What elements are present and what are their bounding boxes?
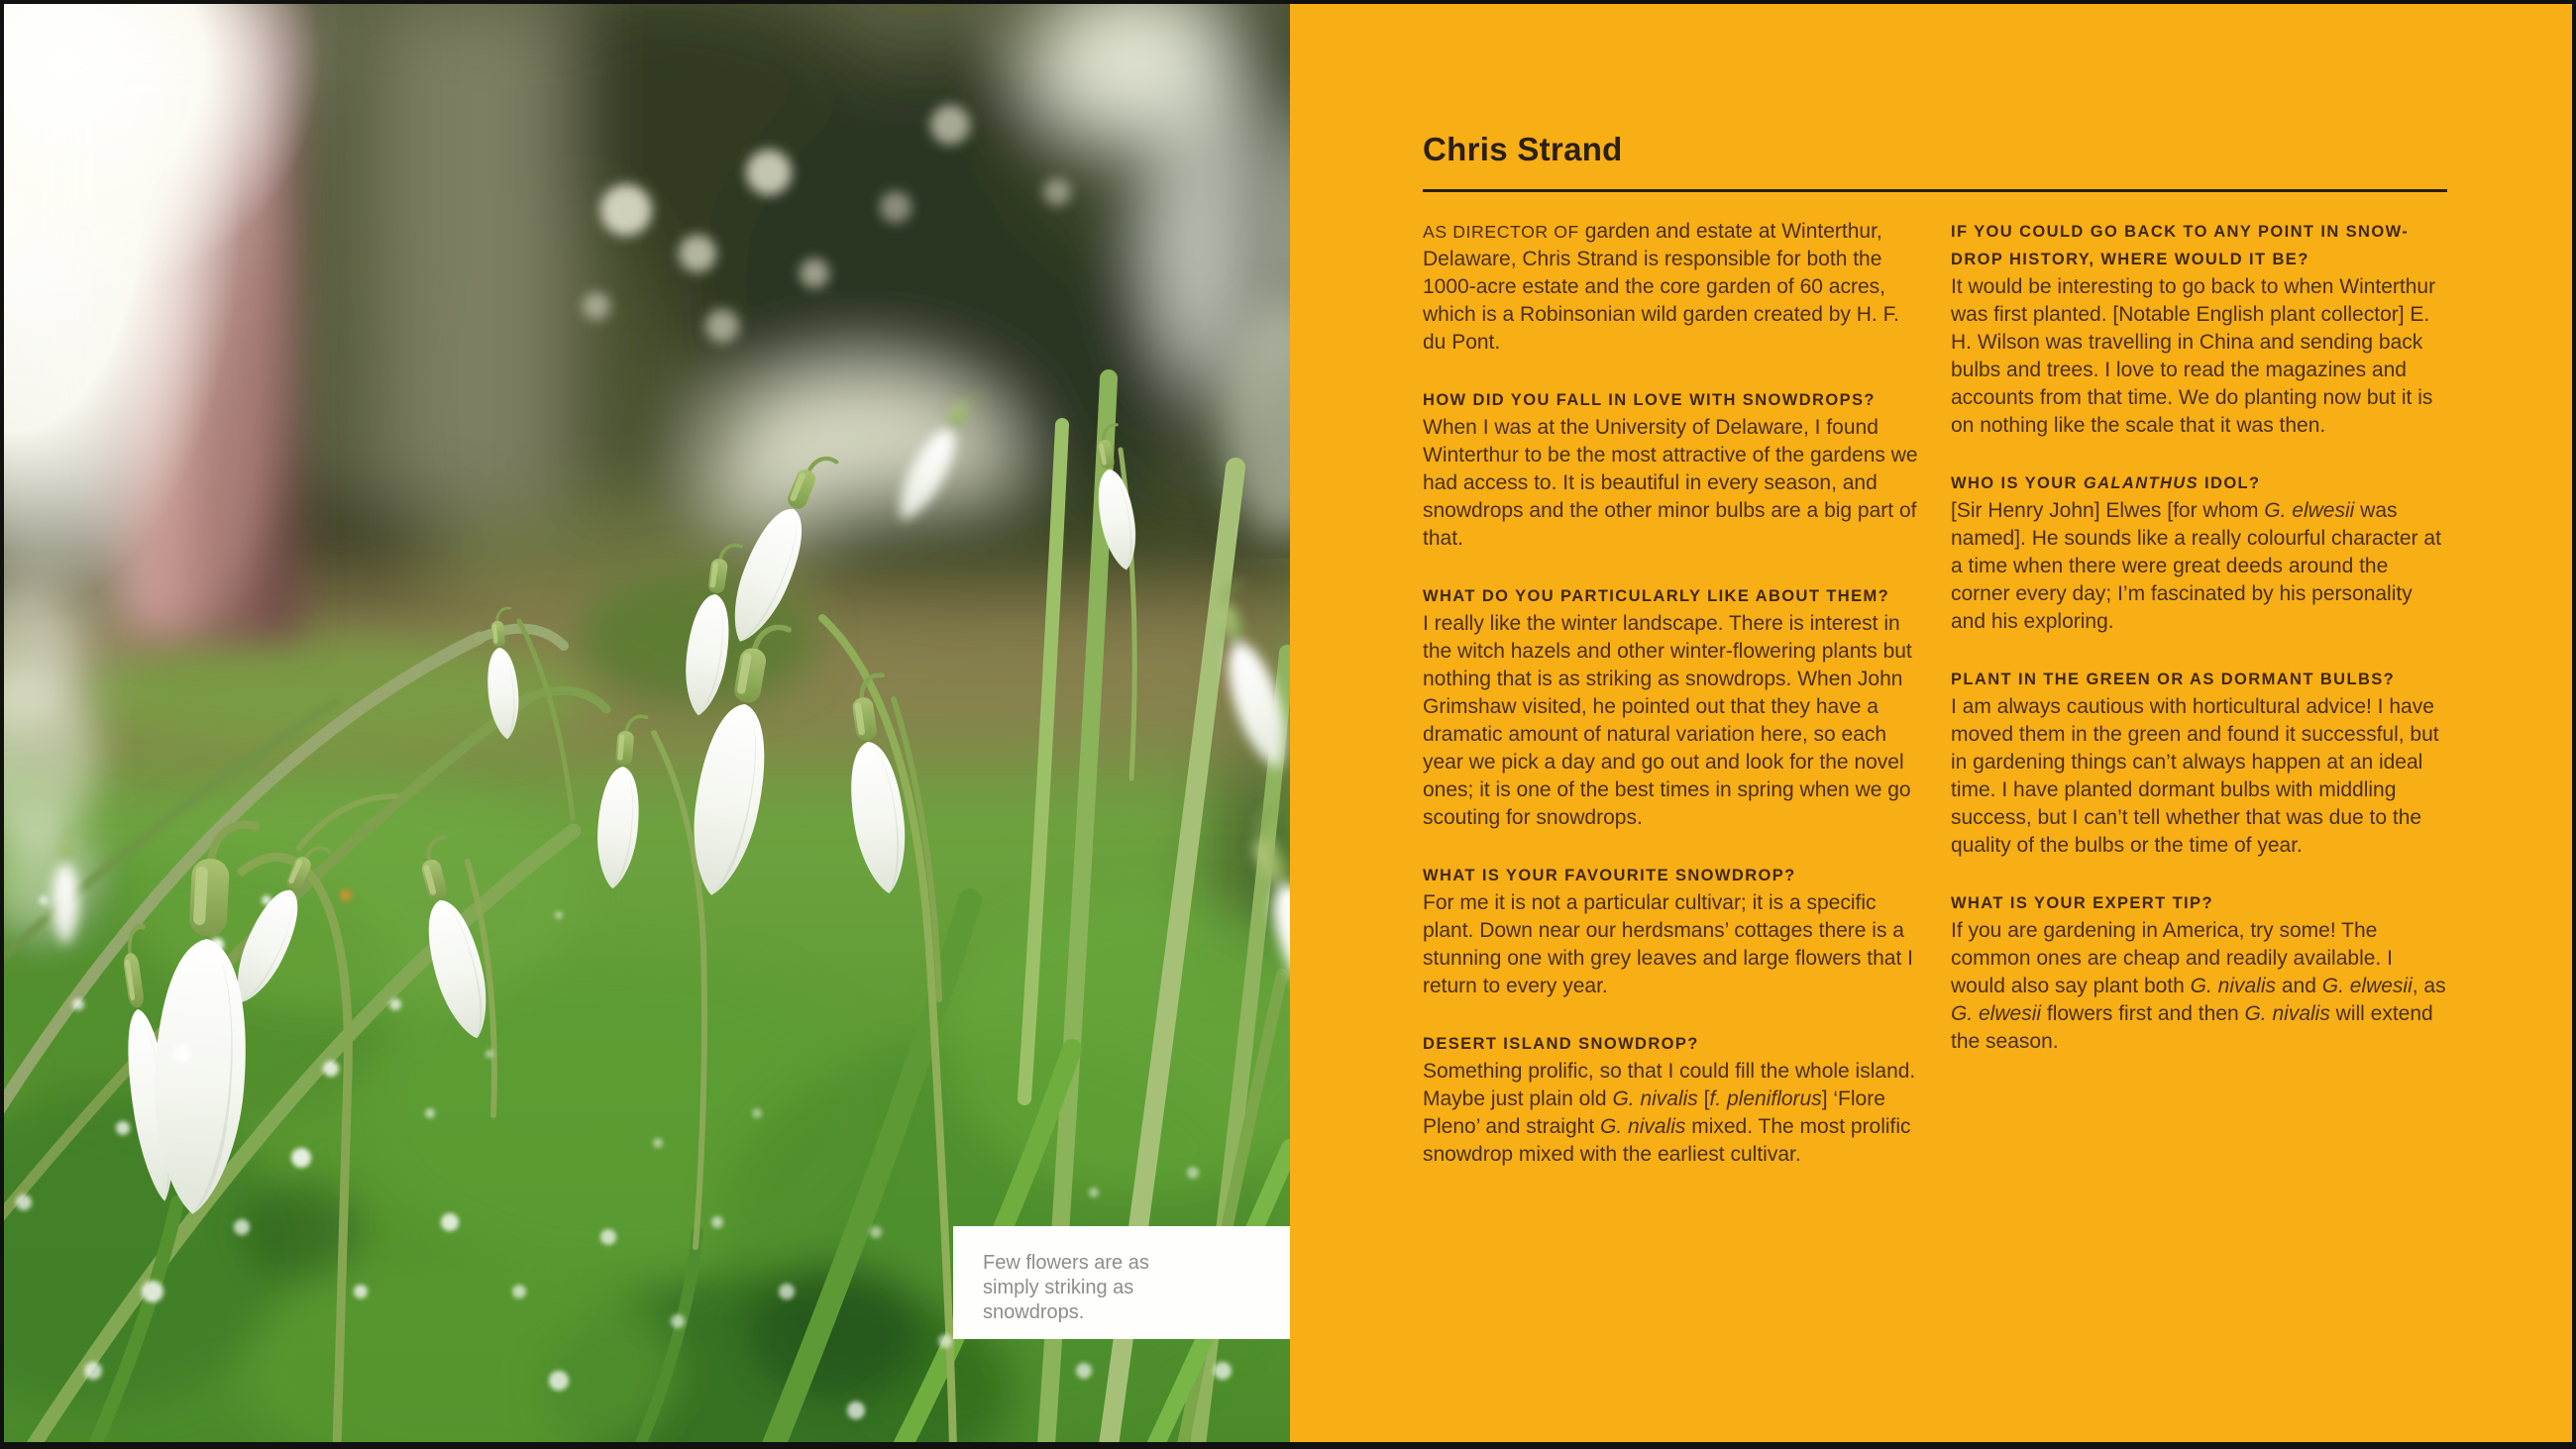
answer-text: If you are gardening in America, try some! The common ones are cheap and readily available. I would also say plant both G. nivalis and G. elwesii, as G. elwesii flowers first and then G. nivalis will extend the season. (1951, 918, 2446, 1053)
caption-line: simply striking as (983, 1277, 1134, 1298)
qa-block (1951, 666, 2447, 860)
text-columns (1423, 218, 2447, 1198)
question-heading: HOW DID YOU FALL IN LOVE WITH SNOWDROPS? (1423, 390, 1876, 409)
left-column (1423, 218, 1919, 1198)
question-heading: WHAT IS YOUR FAVOURITE SNOWDROP? (1423, 866, 1796, 884)
book-spread (4, 4, 2572, 1442)
answer-text: AS DIRECTOR OF garden and estate at Winterthur, Delaware, Chris Strand is responsible for both the 1000-acre estate and the core garden of 60 acres, which is a Robinsonian wild garden created by H. F. du Pont. (1423, 219, 1899, 354)
question-heading: IF YOU COULD GO BACK TO ANY POINT IN SNOW- DROP HISTORY, WHERE WOULD IT BE? (1951, 222, 2410, 268)
question-heading: PLANT IN THE GREEN OR AS DORMANT BULBS? (1951, 670, 2396, 688)
qa-block (1423, 862, 1919, 1000)
answer-text: I am always cautious with horticultural advice! I have moved them in the green and found it successful, but in gardening things can’t always happen at an ideal time. I have planted dormant bulbs with middling success, but I can’t tell whether that was due to the quality of the bulbs or the time of year. (1951, 694, 2439, 857)
qa-block (1951, 469, 2447, 636)
qa-block (1423, 582, 1919, 832)
caption-line: Few flowers are as (983, 1252, 1149, 1274)
answer-text: Something prolific, so that I could fill the whole island. Maybe just plain old G. nivalis [f. pleniflorus] ‘Flore Pleno’ and straight G. nivalis mixed. The most prolific snowdrop mixed with the earliest cultivar. (1423, 1059, 1916, 1166)
caption-line: snowdrops. (983, 1301, 1085, 1323)
answer-text: For me it is not a particular cultivar; it is a specific plant. Down near our herdsmans’ cottages there is a stunning one with grey leaves and large flowers that I return to every year. (1423, 890, 1913, 997)
question-heading: DESERT ISLAND SNOWDROP? (1423, 1034, 1699, 1053)
qa-block (1951, 218, 2447, 440)
qa-block (1951, 889, 2447, 1056)
right-column (1951, 218, 2447, 1198)
question-heading: WHAT DO YOU PARTICULARLY LIKE ABOUT THEM? (1423, 586, 1890, 605)
page-title: Chris Strand (1423, 131, 1623, 167)
question-heading: WHO IS YOUR GALANTHUS IDOL? (1951, 473, 2261, 492)
answer-text: When I was at the University of Delaware, I found Winterthur to be the most attractive of the gardens we had access to. It is beautiful in every season, and snowdrops and the other minor bulbs are a big part of that. (1423, 415, 1918, 550)
answer-text: I really like the winter landscape. There is interest in the witch hazels and other winter-flowering plants but nothing that is as striking as snowdrops. When John Grimshaw visited, he pointed out that they have a dramatic amount of natural variation here, so each year we pick a day and go out and look for the novel ones; it is one of the best times in spring when we go scouting for snowdrops. (1423, 611, 1912, 829)
snowdrops-photo (4, 4, 1290, 1442)
answer-text: It would be interesting to go back to when Winterthur was first planted. [Notable English plant collector] E. H. Wilson was travelling in China and sending back bulbs and trees. I love to read the magazines and accounts from that time. We do planting now but it is on nothing like the scale that it was then. (1951, 274, 2436, 437)
answer-text: [Sir Henry John] Elwes [for whom G. elwesii was named]. He sounds like a really colourful character at a time when there were great deeds around the corner every day; I’m fascinated by his personality and his exploring. (1951, 498, 2441, 633)
qa-block (1423, 1030, 1919, 1169)
question-heading: WHAT IS YOUR EXPERT TIP? (1951, 893, 2213, 912)
photo-caption (953, 1226, 1290, 1339)
interview-page (1290, 4, 2572, 1442)
qa-block (1423, 218, 1919, 357)
title-rule (1423, 189, 2447, 192)
qa-block (1423, 386, 1919, 553)
